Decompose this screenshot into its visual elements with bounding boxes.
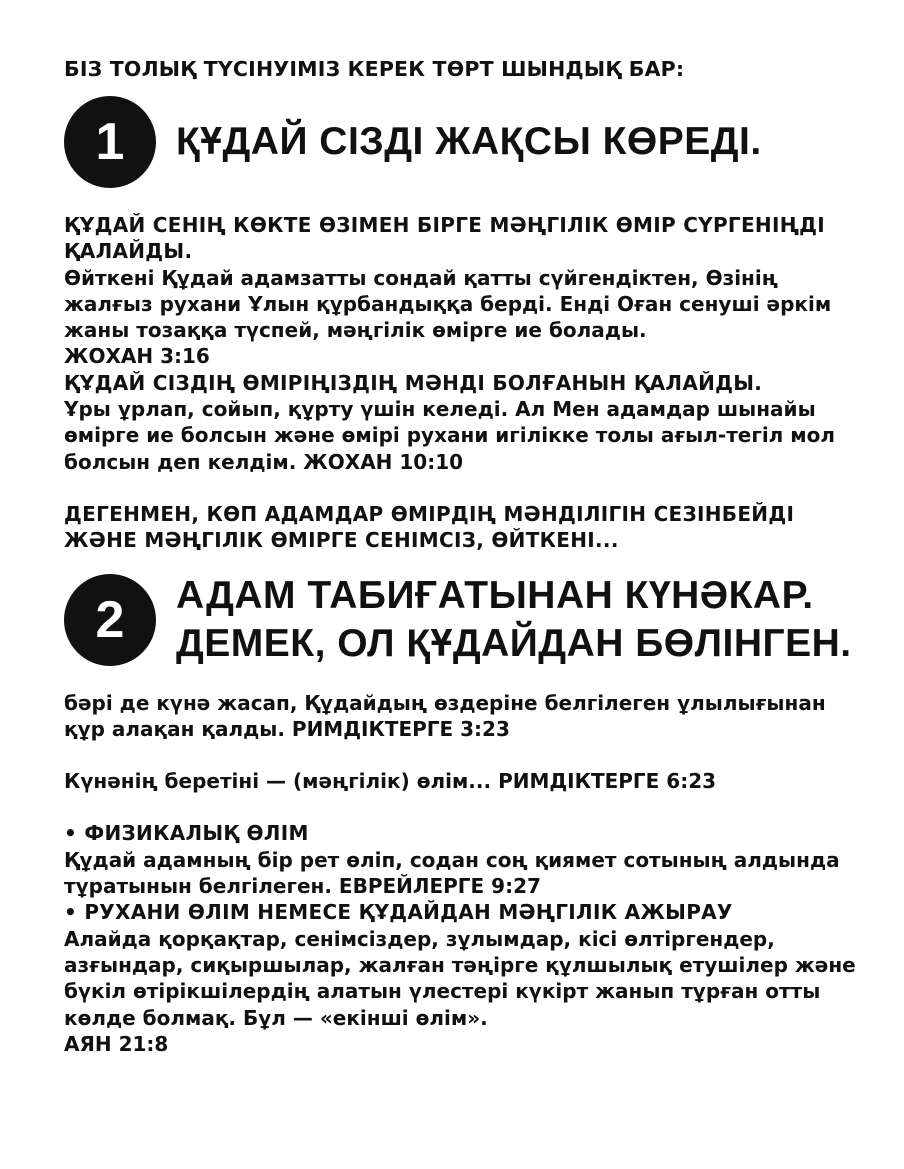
point-2-verse-4: Алайда қорқақтар, сенімсіздер, зұлымдар, кісі өлтіргендер, азғындар, сиқыршылар, жалған тәңірге құлшылық етушілер және бүкіл өтірікшілердің алатын үлестері күкірт жанып тұрған отты көлде болмақ. Бұл — «екінші өлім». АЯН 21:8 (64, 926, 856, 1056)
point-2-verse-3: Құдай адамның бір рет өліп, содан соң қиямет сотының алдында тұратынын белгілеген. ЕВРЕЙЛЕРГЕ 9:27 (64, 847, 840, 899)
point-2-verse-1: бәрі де күнә жасап, Құдайдың өздеріне белгілеген ұлылығынан құр алақан қалды. РИМДІКТЕРГЕ 3:23 (64, 690, 826, 741)
point-1-title: ҚҰДАЙ СІЗДІ ЖАҚСЫ КӨРЕДІ. (176, 120, 762, 163)
point-2-ref-2: РИМДІКТЕРГЕ 6:23 (498, 769, 717, 794)
number-badge-2: 2 (64, 574, 156, 666)
bullet-spiritual-death: • РУХАНИ ӨЛІМ НЕМЕСЕ ҚҰДАЙДАН МӘҢГІЛІК АЖЫРАУ (64, 900, 733, 925)
point-1-ref-2: ЖОХАН 10:10 (303, 449, 464, 474)
point-1-ref-1: ЖОХАН 3:16 (64, 344, 210, 369)
point-1-subheading-1: ҚҰДАЙ СЕНІҢ КӨКТЕ ӨЗІМЕН БІРГЕ МӘҢГІЛІК ӨМІР СҮРГЕНІҢДІ ҚАЛАЙДЫ. (64, 213, 825, 264)
point-1 (64, 96, 864, 188)
point-1-verse-1: Өйткені Құдай адамзатты сондай қатты сүйгендіктен, Өзінің жалғыз рухани Ұлын құрбандыққа берді. Енді Оған сенуші әркім жаны тозаққа түспей, мәңгілік өмірге ие болады. ЖОХАН 3:16 (64, 265, 832, 369)
page-heading: БІЗ ТОЛЫҚ ТҮСІНУІМІЗ КЕРЕК ТӨРТ ШЫНДЫҚ БАР: (64, 57, 685, 81)
point-2-ref-3: ЕВРЕЙЛЕРГЕ 9:27 (338, 874, 541, 899)
bullet-physical-death: • ФИЗИКАЛЫҚ ӨЛІМ (64, 821, 309, 846)
transition-text: ДЕГЕНМЕН, КӨП АДАМДАР ӨМІРДІҢ МӘНДІЛІГІН СЕЗІНБЕЙДІ ЖӘНЕ МӘҢГІЛІК ӨМІРГЕ СЕНІМСІЗ, ӨЙТКЕНІ... (64, 501, 795, 553)
point-2 (64, 572, 864, 668)
point-2-body (64, 690, 864, 1058)
number-badge-1: 1 (64, 96, 156, 188)
point-2-ref-4: АЯН 21:8 (64, 1031, 169, 1056)
point-2-verse-2: Күнәнің беретіні — (мәңгілік) өлім... РИМДІКТЕРГЕ 6:23 (64, 769, 717, 794)
point-1-verse-2: Ұры ұрлап, сойып, құрту үшін келеді. Ал Мен адамдар шынайы өмірге ие болсын және өмірі рухани игілікке толы ағыл-тегіл мол болсын деп келдім. ЖОХАН 10:10 (64, 397, 836, 474)
point-1-subheading-2: ҚҰДАЙ СІЗДІҢ ӨМІРІҢІЗДІҢ МӘНДІ БОЛҒАНЫН ҚАЛАЙДЫ. (64, 370, 763, 395)
point-1-body (64, 212, 864, 554)
point-2-ref-1: РИМДІКТЕРГЕ 3:23 (291, 716, 510, 741)
point-2-title: АДАМ ТАБИҒАТЫНАН КҮНӘКАР. ДЕМЕК, ОЛ ҚҰДАЙДАН БӨЛІНГЕН. (176, 573, 852, 665)
